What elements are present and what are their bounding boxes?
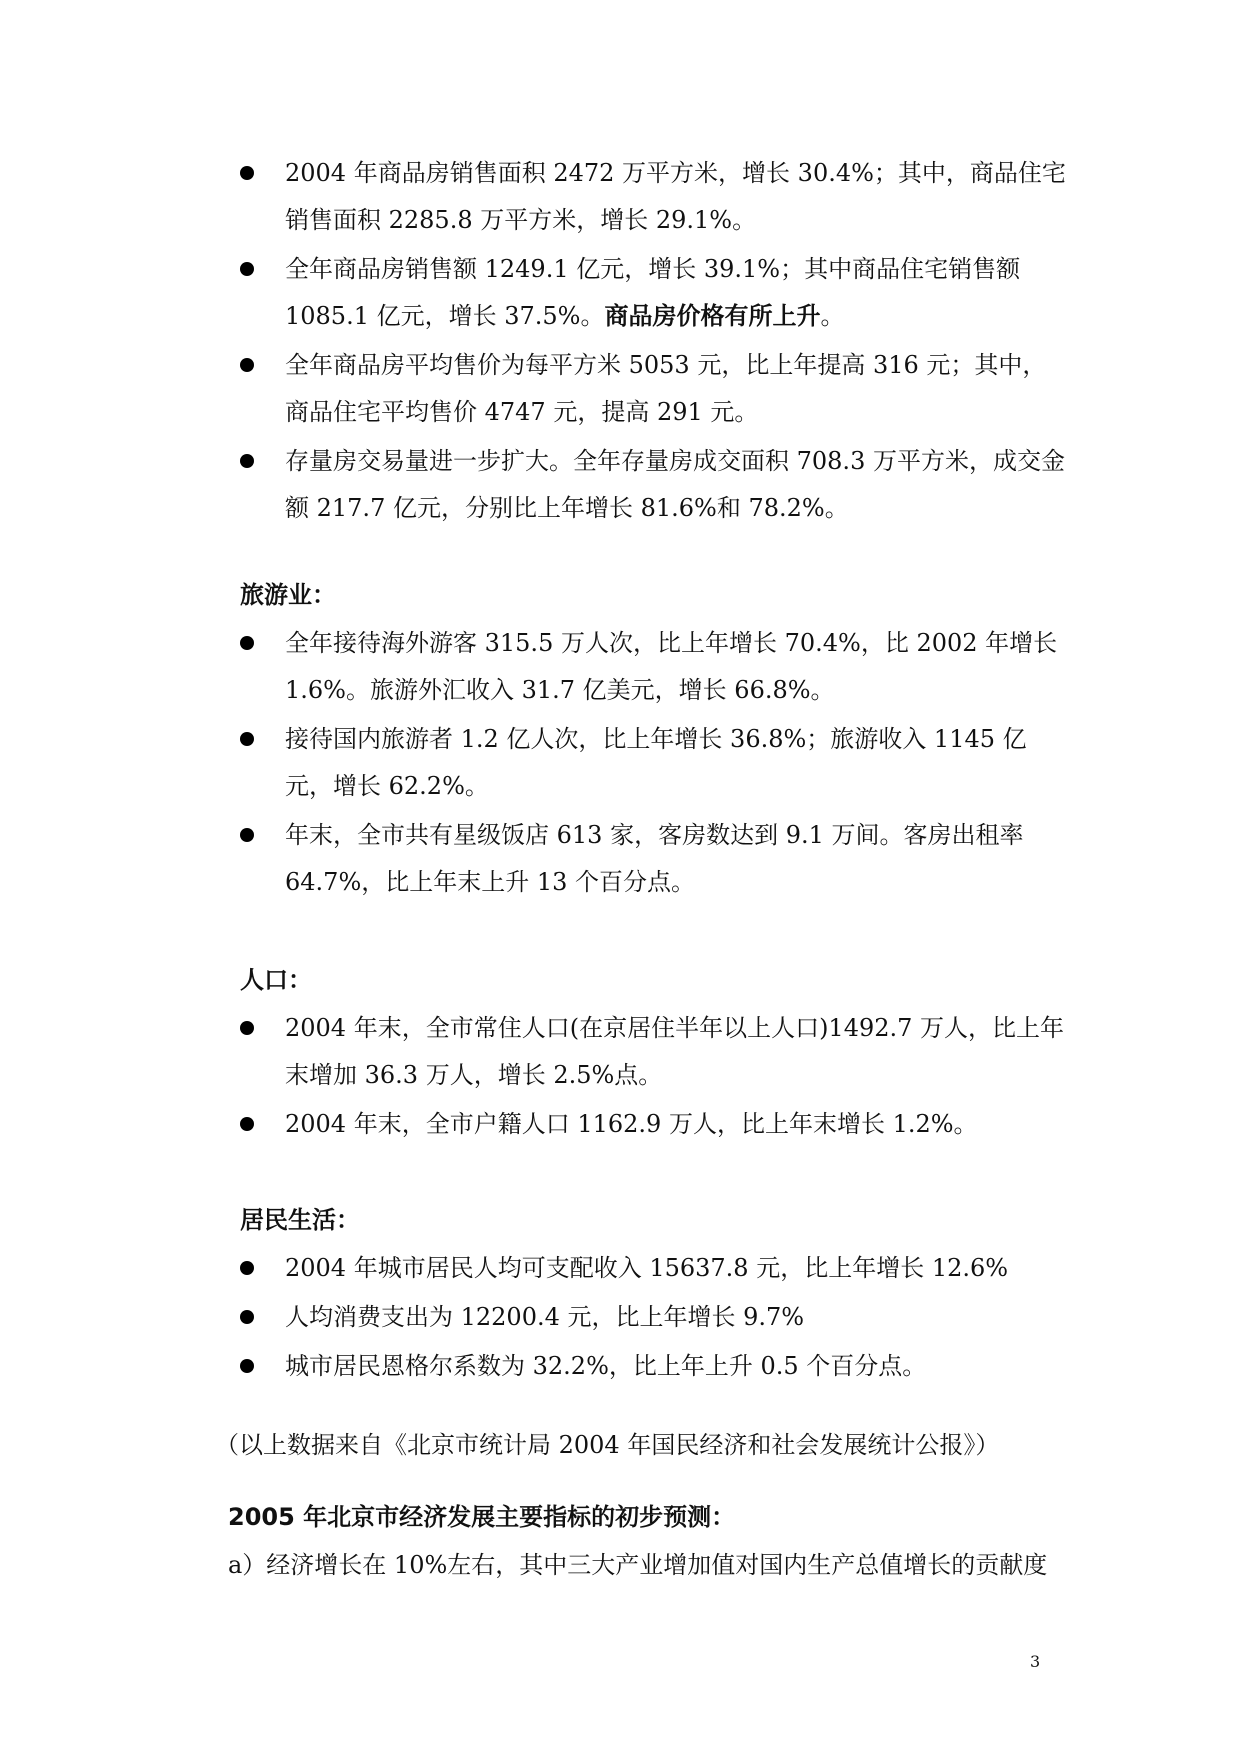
tourism-heading: 旅游业： — [240, 581, 336, 609]
list-item — [240, 438, 1070, 532]
real-estate-list — [240, 150, 1070, 534]
list-item — [240, 1343, 1070, 1390]
list-item — [240, 342, 1070, 436]
list-item-text: 2004 年商品房销售面积 2472 万平方米，增长 30.4%；其中，商品住宅销售面积 2285.8 万平方米，增长 29.1%。 — [285, 159, 1066, 234]
forecast-line-a: a）经济增长在 10%左右，其中三大产业增加值对国内生产总值增长的贡献度 — [228, 1551, 1048, 1579]
list-item-text: 人均消费支出为 12200.4 元，比上年增长 9.7% — [285, 1303, 805, 1331]
list-item-tail-text: 。 — [820, 302, 845, 330]
bullet-icon — [240, 828, 254, 842]
list-item-text: 接待国内旅游者 1.2 亿人次，比上年增长 36.8%；旅游收入 1145 亿元，增长 62.2%。 — [285, 725, 1027, 800]
bullet-icon — [240, 1359, 254, 1373]
living-list — [240, 1245, 1070, 1392]
bullet-icon — [240, 732, 254, 746]
bullet-icon — [240, 1117, 254, 1131]
list-item-text: 2004 年末，全市常住人口(在京居住半年以上人口)1492.7 万人，比上年末增加 36.3 万人，增长 2.5%点。 — [285, 1014, 1065, 1089]
bullet-icon — [240, 262, 254, 276]
list-item — [240, 150, 1070, 244]
living-heading: 居民生活： — [240, 1206, 360, 1234]
list-item — [240, 246, 1070, 340]
list-item — [240, 620, 1070, 714]
list-item-text: 全年接待海外游客 315.5 万人次，比上年增长 70.4%，比 2002 年增长 1.6%。旅游外汇收入 31.7 亿美元，增长 66.8%。 — [285, 629, 1058, 704]
list-item-text: 城市居民恩格尔系数为 32.2%，比上年上升 0.5 个百分点。 — [285, 1352, 927, 1380]
list-item — [240, 1101, 1070, 1148]
list-item-bold-text: 商品房价格有所上升 — [604, 302, 821, 330]
list-item-text: 全年商品房平均售价为每平方米 5053 元，比上年提高 316 元；其中，商品住宅平均售价 4747 元，提高 291 元。 — [285, 351, 1047, 426]
bullet-icon — [240, 358, 254, 372]
list-item-text: 2004 年末，全市户籍人口 1162.9 万人，比上年末增长 1.2%。 — [285, 1110, 978, 1138]
list-item — [240, 716, 1070, 810]
population-list — [240, 1005, 1070, 1150]
bullet-icon — [240, 1261, 254, 1275]
list-item — [240, 1005, 1070, 1099]
forecast-heading: 2005 年北京市经济发展主要指标的初步预测： — [228, 1503, 736, 1531]
population-heading: 人口： — [240, 966, 312, 994]
bullet-icon — [240, 454, 254, 468]
list-item — [240, 1245, 1070, 1292]
tourism-list — [240, 620, 1070, 908]
bullet-icon — [240, 1021, 254, 1035]
list-item-text: 存量房交易量进一步扩大。全年存量房成交面积 708.3 万平方米，成交金额 217.7 亿元，分别比上年增长 81.6%和 78.2%。 — [285, 447, 1065, 522]
page-number: 3 — [1030, 1652, 1041, 1671]
list-item-text: 全年商品房销售额 1249.1 亿元，增长 39.1%；其中商品住宅销售额 1085.1 亿元，增长 37.5%。 — [285, 255, 1021, 330]
source-note: （以上数据来自《北京市统计局 2004 年国民经济和社会发展统计公报》） — [215, 1431, 1000, 1459]
list-item-text: 年末，全市共有星级饭店 613 家，客房数达到 9.1 万间。客房出租率 64.7%，比上年末上升 13 个百分点。 — [285, 821, 1024, 896]
bullet-icon — [240, 1310, 254, 1324]
list-item-text: 2004 年城市居民人均可支配收入 15637.8 元，比上年增长 12.6% — [285, 1254, 1009, 1282]
list-item — [240, 1294, 1070, 1341]
bullet-icon — [240, 636, 254, 650]
list-item — [240, 812, 1070, 906]
bullet-icon — [240, 166, 254, 180]
